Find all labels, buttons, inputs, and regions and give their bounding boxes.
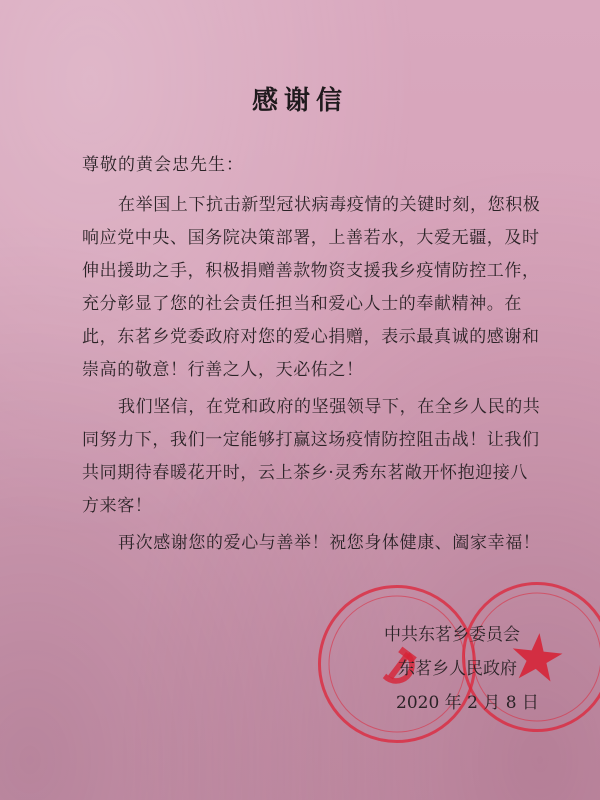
paragraph-3-line: 再次感谢您的爱心与善举！祝您身体健康、阖家幸福！ <box>118 533 541 553</box>
signature-org-2: 东茗乡人民政府 <box>398 659 517 679</box>
paragraph-1-line: 此，东茗乡党委政府对您的爱心捐赠，表示最真诚的感谢和 <box>82 327 540 347</box>
salutation: 尊敬的黄会忠先生： <box>82 155 244 175</box>
paragraph-1-line: 崇高的敬意！行善之人，天必佑之！ <box>82 360 364 380</box>
paragraph-2-line: 共同期待春暖花开时，云上茶乡·灵秀东茗敞开怀抱迎接八 <box>82 463 529 483</box>
letter-title: 感谢信 <box>251 86 348 116</box>
paragraph-1-line: 在举国上下抗击新型冠状病毒疫情的关键时刻，您积极 <box>118 195 541 215</box>
paragraph-2-line: 我们坚信，在党和政府的坚强领导下，在全乡人民的共 <box>118 397 541 417</box>
paragraph-2-line: 方来客！ <box>82 496 153 516</box>
paragraph-1-line: 伸出援助之手，积极捐赠善款物资支援我乡疫情防控工作， <box>82 261 540 281</box>
paragraph-2-line: 同努力下，我们一定能够打赢这场疫情防控阻击战！让我们 <box>82 430 540 450</box>
paragraph-1-line: 响应党中央、国务院决策部署，上善若水，大爱无疆，及时 <box>82 228 540 248</box>
signature-org-1: 中共东茗乡委员会 <box>384 625 520 645</box>
paragraph-1-line: 充分彰显了您的社会责任担当和爱心人士的奉献精神。在 <box>82 294 522 314</box>
signature-date: 2020 年 2 月 8 日 <box>396 693 539 713</box>
